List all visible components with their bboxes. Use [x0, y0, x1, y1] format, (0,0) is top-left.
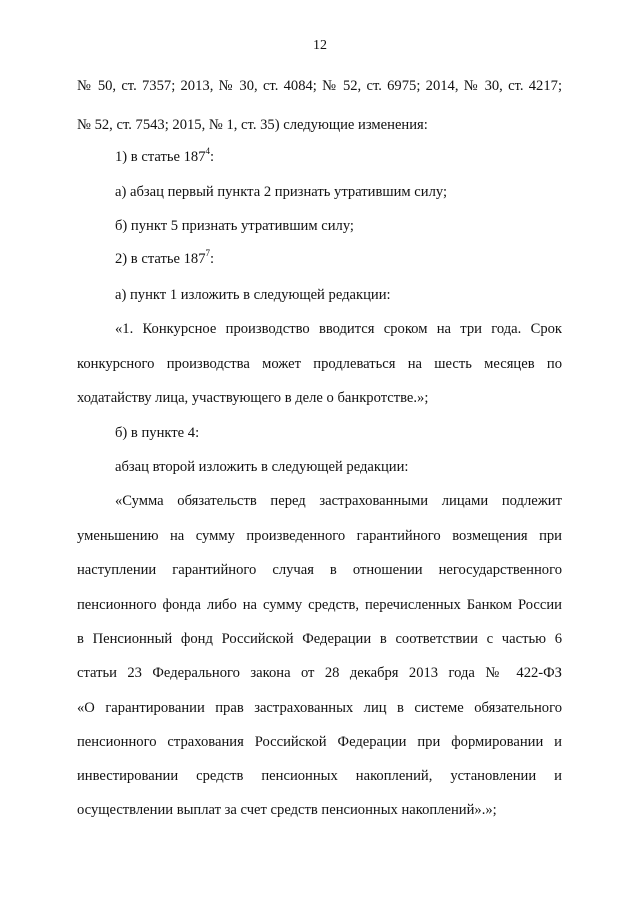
text-line: наступлении гарантийного случая в отношении негосударственного — [77, 562, 562, 578]
text-line: осуществлении выплат за счет средств пенсионных накоплений».»; — [77, 802, 497, 818]
text-span: 1) в статье 187 — [115, 149, 206, 165]
text-line: б) в пункте 4: — [115, 425, 200, 441]
text-line: в Пенсионный фонд Российской Федерации в соответствии с частью 6 — [77, 631, 562, 647]
superscript: 7 — [205, 248, 211, 259]
list-item-article-1877 — [115, 250, 214, 268]
text-line: а) абзац первый пункта 2 признать утратившим силу; — [115, 184, 448, 200]
superscript: 4 — [205, 146, 211, 157]
text-line: № 52, ст. 7543; 2015, № 1, ст. 35) следующие изменения: — [77, 117, 428, 133]
text-span: 2) в статье 187 — [115, 251, 206, 267]
text-line: № 50, ст. 7357; 2013, № 30, ст. 4084; № 52, ст. 6975; 2014, № 30, ст. 4217; — [77, 78, 562, 94]
text-line: «Сумма обязательств перед застрахованными лицами подлежит — [115, 493, 562, 509]
text-span: : — [210, 149, 215, 165]
text-line: «1. Конкурсное производство вводится сроком на три года. Срок — [115, 321, 562, 337]
text-line: б) пункт 5 признать утратившим силу; — [115, 218, 354, 234]
list-item-article-1874 — [115, 148, 214, 166]
text-line: конкурсного производства может продлеваться на шесть месяцев по — [77, 356, 562, 372]
text-line: инвестировании средств пенсионных накоплений, установлении и — [77, 768, 562, 784]
text-line: «О гарантировании прав застрахованных лиц в системе обязательного — [77, 700, 562, 716]
text-line: а) пункт 1 изложить в следующей редакции: — [115, 287, 391, 303]
page-number: 12 — [313, 38, 327, 53]
text-span: : — [210, 251, 215, 267]
text-line: ходатайству лица, участвующего в деле о банкротстве.»; — [77, 390, 429, 406]
text-line: статьи 23 Федерального закона от 28 декабря 2013 года № 422-ФЗ — [77, 665, 562, 681]
text-line: пенсионного фонда либо на сумму средств, перечисленных Банком России — [77, 597, 562, 613]
text-line: абзац второй изложить в следующей редакции: — [115, 459, 409, 475]
text-line: пенсионного страхования Российской Федерации при формировании и — [77, 734, 562, 750]
text-line: уменьшению на сумму произведенного гарантийного возмещения при — [77, 528, 562, 544]
